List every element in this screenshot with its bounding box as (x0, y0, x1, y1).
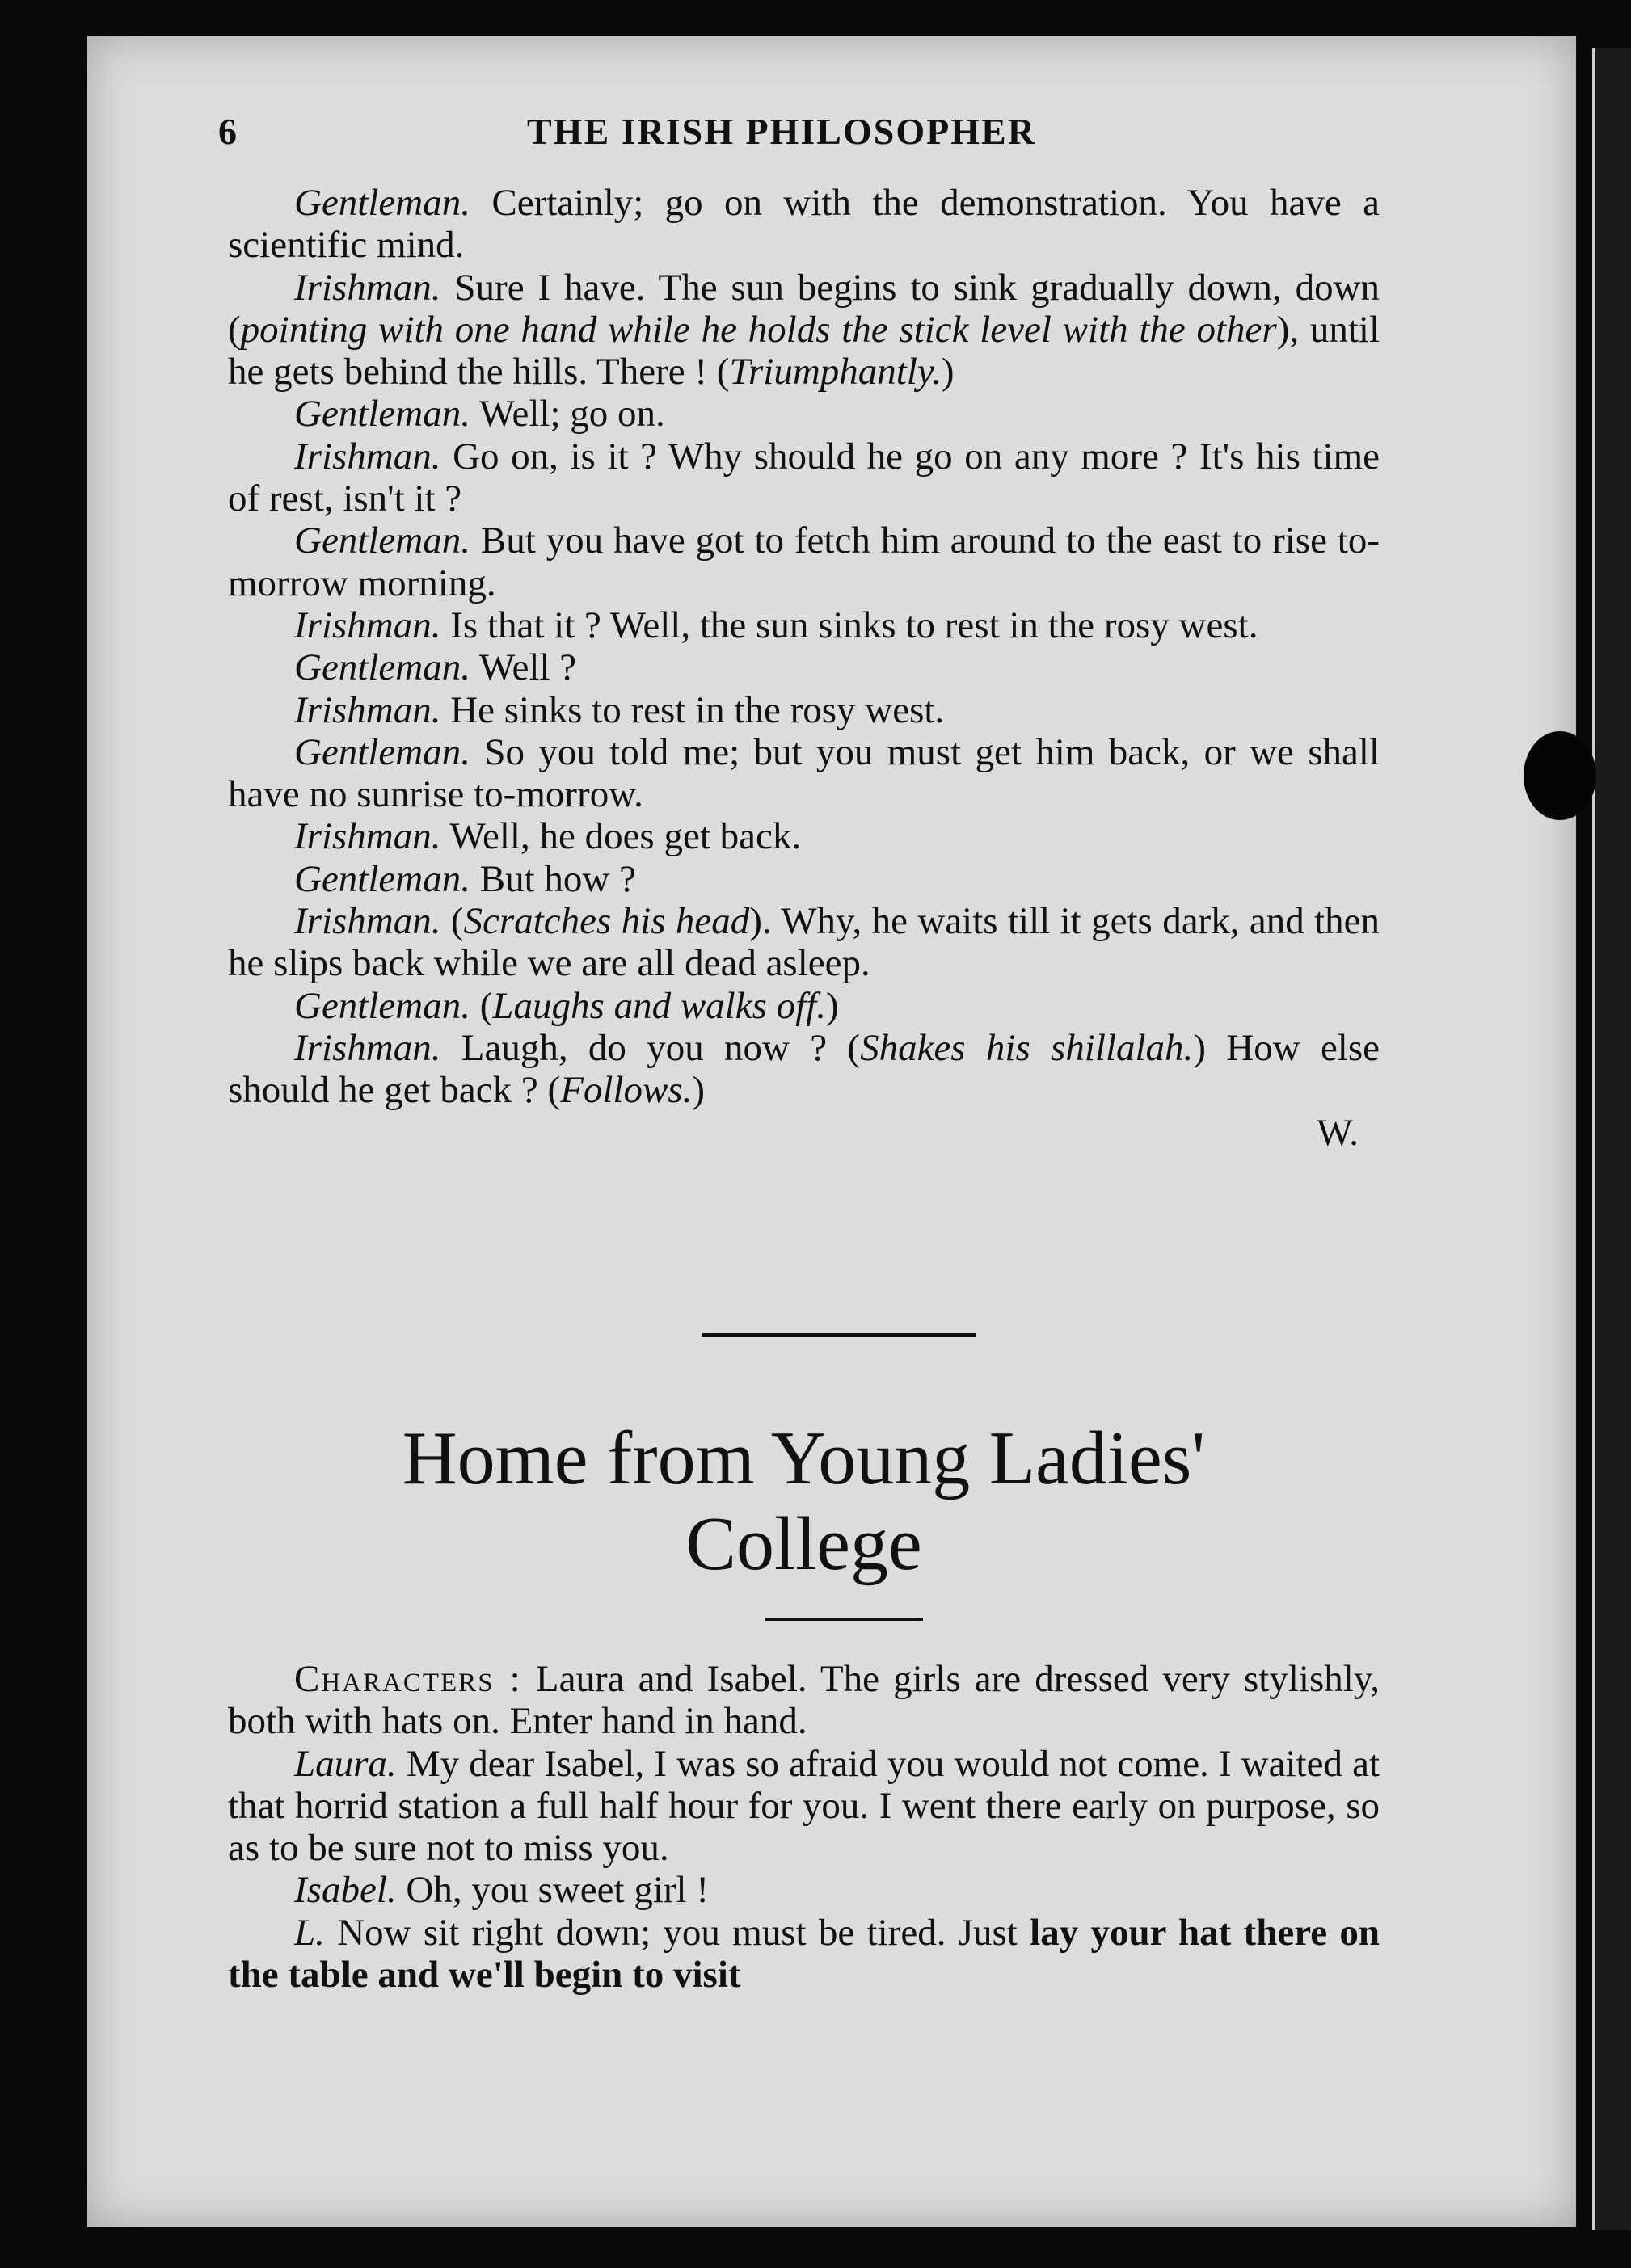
section-title-line: College (685, 1502, 922, 1586)
dialogue-line: Irishman. He sinks to rest in the rosy west. (294, 688, 945, 731)
dialogue-line: Gentleman. But you have got to fetch him around to the east to rise to-morrow morning. (228, 520, 1380, 604)
dialogue-line: Gentleman. Well ? (294, 646, 577, 689)
dialogue-line: Gentleman. Well; go on. (294, 393, 665, 436)
speaker: Isabel. (294, 1869, 397, 1912)
speaker: Irishman. (294, 604, 441, 646)
page-number: 6 (218, 111, 238, 152)
dialogue-line: L. Now sit right down; you must be tired. Just lay your hat there on the table and we'll begin to visit (228, 1911, 1380, 1997)
ink-blot (1524, 731, 1596, 820)
second-dialogue-block (228, 1658, 1380, 1996)
speaker: Irishman. (294, 688, 441, 731)
speaker: Irishman. (294, 435, 441, 478)
speaker: Laura. (294, 1742, 397, 1785)
speaker: Irishman. (294, 815, 441, 858)
stage-direction: Laughs and walks off. (492, 984, 826, 1027)
dialogue-line: Gentleman. Certainly; go on with the demonstration. You have a scientific mind. (228, 182, 1380, 267)
section-divider (702, 1333, 976, 1337)
speaker: Irishman. (294, 266, 441, 309)
speaker: Gentleman. (294, 857, 470, 900)
speaker: Irishman. (294, 1026, 441, 1069)
dialogue-line: Laura. My dear Isabel, I was so afraid you would not come. I waited at that horrid station a full half hour for you. I went there early on purpose, so as to be sure not to miss you. (228, 1742, 1380, 1870)
dialogue-line: Gentleman. So you told me; but you must get him back, or we shall have no sunrise to-morrow. (228, 730, 1380, 816)
author-signature: W. (1317, 1111, 1359, 1154)
stage-direction: Follows. (560, 1069, 693, 1112)
speaker: Gentleman. (294, 730, 470, 773)
speaker: Gentleman. (294, 520, 470, 562)
dialogue-block (228, 182, 1380, 1154)
running-title: THE IRISH PHILOSOPHER (527, 111, 1036, 152)
stage-direction: Shakes his shillalah. (860, 1026, 1194, 1069)
page-header (0, 110, 1631, 158)
speaker: Irishman. (294, 900, 441, 943)
stage-direction: pointing with one hand while he holds the stick level with the other (240, 308, 1277, 351)
dialogue-line: Gentleman. But how ? (294, 857, 636, 900)
dialogue-line: Irishman. Sure I have. The sun begins to sink gradually down, down (pointing with one hand while he holds the stick level with the other), until he gets behind the hills. There ! (Triumphantly.) (228, 266, 1380, 393)
characters-label: Characters : (294, 1658, 522, 1700)
facing-page-edge (1592, 48, 1631, 2230)
dialogue-line: Isabel. Oh, you sweet girl ! (294, 1869, 709, 1912)
speaker: Gentleman. (294, 646, 470, 689)
section-title-line: Home from Young Ladies' (402, 1416, 1206, 1500)
speaker: Gentleman. (294, 182, 470, 224)
speaker: L. (294, 1911, 325, 1954)
speaker: Gentleman. (294, 984, 470, 1027)
dialogue-line: Irishman. Is that it ? Well, the sun sinks to rest in the rosy west. (294, 604, 1258, 646)
speaker: Gentleman. (294, 393, 470, 436)
dialogue-line: Irishman. Go on, is it ? Why should he go on any more ? It's his time of rest, isn't it ? (228, 435, 1380, 520)
dialogue-line: Irishman. Laugh, do you now ? (Shakes his shillalah.) How else should he get back ? (Follows.) (228, 1026, 1380, 1112)
dialogue-line: Irishman. (Scratches his head). Why, he waits till it gets dark, and then he slips back while we are all dead asleep. (228, 900, 1380, 985)
stage-direction: Scratches his head (463, 900, 750, 943)
stage-direction: Triumphantly. (729, 351, 942, 393)
title-underline (765, 1618, 923, 1621)
characters-line: Characters : Laura and Isabel. The girls are dressed very stylishly, both with hats on. Enter hand in hand. (228, 1658, 1380, 1743)
section-title (228, 1416, 1380, 1587)
dialogue-line: Gentleman. (Laughs and walks off.) (294, 984, 839, 1027)
dialogue-line: Irishman. Well, he does get back. (294, 815, 802, 858)
